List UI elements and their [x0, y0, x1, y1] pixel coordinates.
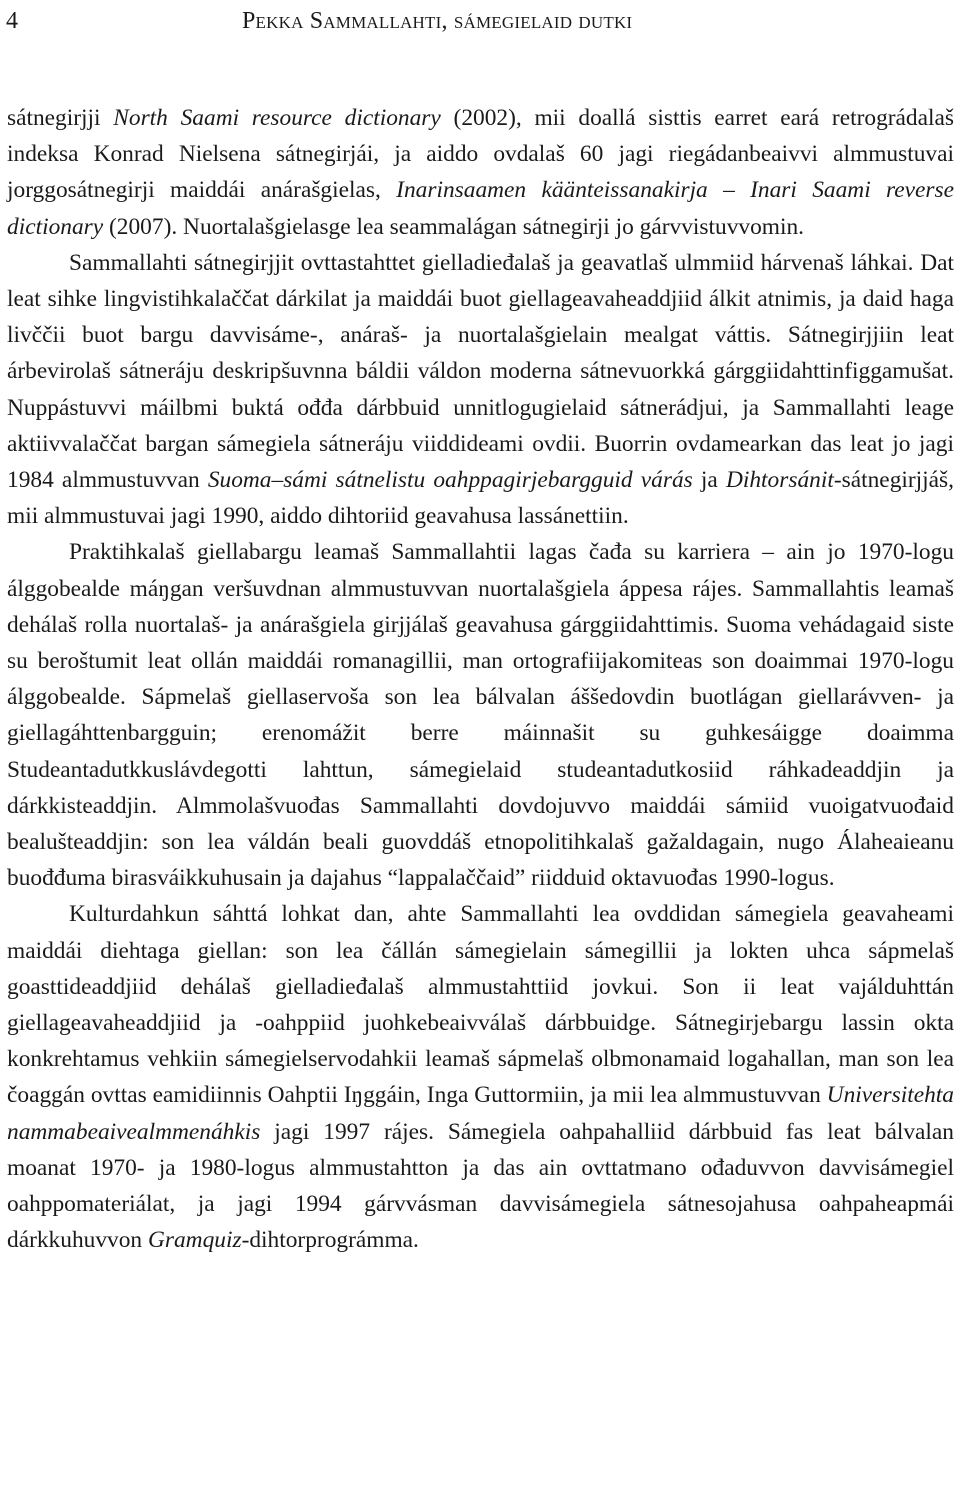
text-run: jagi 1997 rájes. Sámegiela oahpahalliid dárbbuid fas leat bálvalan moanat 1970- ja 1980-logus almmustahtton ja das ain ovttatmano ođaduvvon davvisámegiel oahppomateriálat, ja jagi 1994 gárvvásman davvisámegiela sátnesojahusa oahpaheapmái dárkkuhuvvon — [7, 1118, 954, 1254]
text-run: -dihtorprográmma. — [241, 1227, 419, 1254]
page-number: 4 — [6, 8, 18, 34]
paragraph — [7, 896, 954, 1258]
software-title: Gramquiz — [147, 1227, 242, 1254]
text-run: sátnegirjji — [7, 105, 114, 131]
book-title: North Saami resource dictionary — [113, 105, 441, 131]
paragraph — [7, 534, 954, 896]
running-header — [6, 4, 950, 38]
text-run: Praktihkalaš giellabargu leamaš Sammallahtii lagas čađa su karriera – ain jo 1970-logu álggobealde máŋgan veršuvdnan almmustuvvan nuortalašgiela áppesa rájes. Sammallahtis leamaš dehálaš rolla nuortalaš- ja anárašgiela girjjálaš geavahusa gárggiidahttimis. Suoma vehádagaid siste su beroštumit leat ollán maiddái romanagillii, man ortografiijakomiteas son doaimmai 1970-logu álggobealde. Sápmelaš giellaservoša son lea bálvalan áššedovdin buotlágan giellarávven- ja giellagáhttenbargguin; erenomážit berre máinnašit su guhkesáigge doaimma Studeantadutkkuslávdegotti lahttun, sámegielaid studeantadutkosiid ráhkadeaddjin ja dárkkisteaddjin. Almmolašvuođas Sammallahti dovdojuvvo maiddái sámiid vuoigatvuođaid bealušteaddjin: son lea váldán beali guovddáš etnopolitihkalaš gažaldagain, nugo Álaheaieanu buođđuma birasváikkuhusain ja dajahus “lappalaččaid” riidduid oktavuođas 1990-logus. — [7, 539, 954, 892]
text-run: -sátnegirjjáš, mii almmustuvai jagi 1990, aiddo dihtoriid geavahusa lassánettiin. — [7, 467, 955, 530]
paragraph — [7, 245, 954, 535]
book-title: Universitehta nammabeaivealmmenáhkis — [7, 1082, 954, 1145]
text-run: Sammallahti sátnegirjjit ovttastahttet gielladieđalaš ja geavatlaš ulmmiid hárvenaš láhkai. Dat leat sihke lingvistihkalaččat dárkilat ja maiddái buot giellageavaheaddjiid álkit atnimis, ja daid haga livččii buot bargu davvisáme-, anáraš- ja nuortalašgielain mealgat váttis. Sátnegirjjiin leat árbevirolaš sátneráju deskripšuvnna báldii váldon moderna sátnevuorkká gárggiidahttinfiggamušat. Nuppástuvvi máilbmi buktá ođđa dárbbuid unnitlogugielaid sátnerádjui, ja Sammallahti leage aktiivvalaččat bargan sámegiela sátneráju viiddideami ovdii. Buorrin ovdamearkan das leat jo jagi 1984 almmustuvvan — [7, 249, 954, 494]
body-text — [7, 100, 954, 1259]
text-run: Kulturdahkun sáhttá lohkat dan, ahte Sammallahti lea ovddidan sámegiela geavaheami maiddái diehtaga giellan: son lea čállán sámegielain sámegillii ja lokten uhca sápmelaš goasttideaddjiid dehálaš gielladieđalaš almmustahttiid jovkui. Son ii leat vajálduhttán giellageavaheaddjiid ja -oahppiid juohkebeaivválaš dárbbuidge. Sátnegirjebargu lassin okta konkrehtamus vehkiin sámegielservodahkii leamaš sápmelaš olbmonamaid logahallan, man son lea čoaggán ovttas eamidiinnis Oahptii Iŋggáin, Inga Guttormiin, ja mii lea almmustuvvan — [7, 901, 954, 1109]
book-title: Inarinsaamen käänteissanakirja – Inari Saami reverse dictionary — [7, 177, 954, 240]
book-title: Dihtorsánit — [725, 467, 834, 494]
paragraph — [7, 100, 954, 245]
text-run: ja — [692, 467, 726, 494]
text-run: (2002), mii doallá sisttis earret eará retrográdalaš indeksa Konrad Nielsena sátnegirjái, ja aiddo ovdalaš 60 jagi riegádanbeaivvi almmustuvai jorggosátnegirji maiddái anárašgielas, — [7, 105, 954, 204]
running-title: Pekka Sammallahti, sámegielaid dutki — [242, 8, 633, 34]
text-run: (2007). Nuortalašgielasge lea seammalágan sátnegirji jo gárvvistuvvomin. — [103, 213, 805, 240]
book-title: Suoma–sámi sátnelistu oahppagirjebargguid várás — [207, 467, 693, 494]
